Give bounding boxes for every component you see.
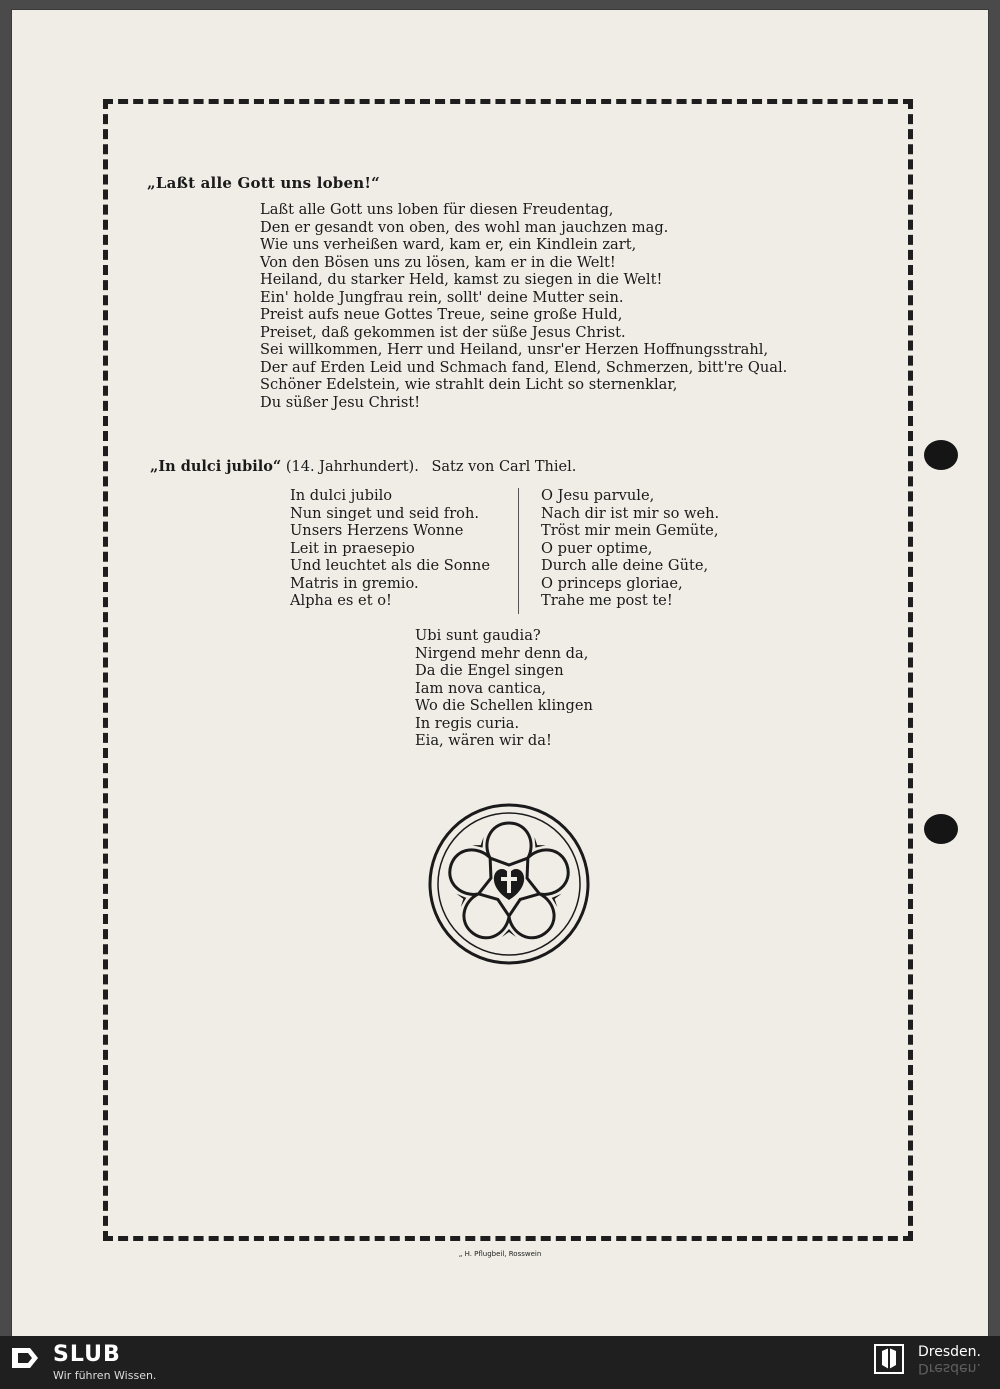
verse-line: In dulci jubilo: [290, 487, 393, 504]
verse-line: Nun singet und seid froh.: [290, 504, 479, 522]
verse-line: Tröst mir mein Gemüte,: [541, 522, 719, 539]
verse-line: Der auf Erden Leid und Schmach fand, Elend, Schmerzen, bitt're Qual.: [260, 358, 788, 376]
dresden-label[interactable]: Dresden.: [918, 1344, 981, 1360]
verse-line: Matris in gremio.: [290, 574, 419, 592]
verse-line: Durch alle deine Güte,: [541, 557, 709, 574]
verse-line: Wo die Schellen klingen: [415, 697, 593, 714]
verse-line: Nirgend mehr denn da,: [415, 644, 589, 662]
song1-verse: [260, 201, 787, 411]
verse-line: Von den Bösen uns zu lösen, kam er in die Welt!: [260, 253, 616, 271]
verse-line: In regis curia.: [415, 714, 520, 732]
song2-subtitle: (14. Jahrhundert).: [285, 459, 419, 475]
song2-setting: Satz von Carl Thiel.: [431, 459, 577, 475]
song2-center-column: [415, 627, 593, 750]
verse-line: Trahe me post te!: [541, 592, 673, 609]
verse-line: Schöner Edelstein, wie strahlt dein Licht so sternenklar,: [260, 376, 678, 393]
verse-line: Laßt alle Gott uns loben für diesen Freudentag,: [260, 201, 614, 218]
luther-rose-seal: [428, 803, 590, 965]
verse-line: Eia, wären wir da!: [415, 732, 552, 749]
printer-imprint: „ H. Pflugbeil, Rosswein: [458, 1250, 542, 1258]
song2-left-column: [290, 487, 490, 610]
verse-line: Wie uns verheißen ward, kam er, ein Kindlein zart,: [260, 236, 637, 253]
verse-line: Und leuchtet als die Sonne: [290, 557, 490, 574]
verse-line: Ubi sunt gaudia?: [415, 627, 541, 644]
verse-line: Leit in praesepio: [290, 539, 415, 557]
footer-bar: [0, 1336, 1000, 1389]
song1-title: „Laßt alle Gott uns loben!“: [147, 174, 380, 192]
column-divider: [518, 488, 519, 614]
song2-right-column: [541, 487, 719, 610]
song2-heading: [150, 458, 576, 475]
verse-line: Nach dir ist mir so weh.: [541, 504, 720, 522]
slub-logo-icon[interactable]: [10, 1344, 40, 1372]
verse-line: Du süßer Jesu Christ!: [260, 393, 421, 411]
verse-line: Sei willkommen, Herr und Heiland, unsr'er Herzen Hoffnungsstrahl,: [260, 341, 769, 358]
verse-line: O puer optime,: [541, 539, 653, 557]
verse-line: Ein' holde Jungfrau rein, sollt' deine Mutter sein.: [260, 288, 624, 306]
verse-line: Preist aufs neue Gottes Treue, seine große Huld,: [260, 306, 623, 323]
verse-line: O princeps gloriae,: [541, 574, 683, 592]
verse-line: Iam nova cantica,: [415, 679, 547, 697]
verse-line: O Jesu parvule,: [541, 487, 655, 504]
punch-hole-top: [924, 440, 958, 470]
verse-line: Unsers Herzens Wonne: [290, 522, 464, 539]
verse-line: Alpha es et o!: [290, 592, 392, 609]
dresden-label-reflection: Dresden.: [918, 1360, 981, 1376]
song2-title: „In dulci jubilo“: [150, 458, 282, 475]
punch-hole-bottom: [924, 814, 958, 844]
verse-line: Da die Engel singen: [415, 662, 564, 679]
verse-line: Heiland, du starker Held, kamst zu siegen in die Welt!: [260, 271, 663, 288]
verse-line: Den er gesandt von oben, des wohl man jauchzen mag.: [260, 218, 669, 236]
printer-name: H. Pflugbeil, Rosswein: [464, 1250, 542, 1258]
verse-line: Preiset, daß gekommen ist der süße Jesus Christ.: [260, 323, 626, 341]
dresden-crest-icon[interactable]: [872, 1343, 906, 1375]
slub-brand[interactable]: SLUB: [53, 1342, 121, 1367]
slub-tagline: Wir führen Wissen.: [53, 1369, 157, 1382]
